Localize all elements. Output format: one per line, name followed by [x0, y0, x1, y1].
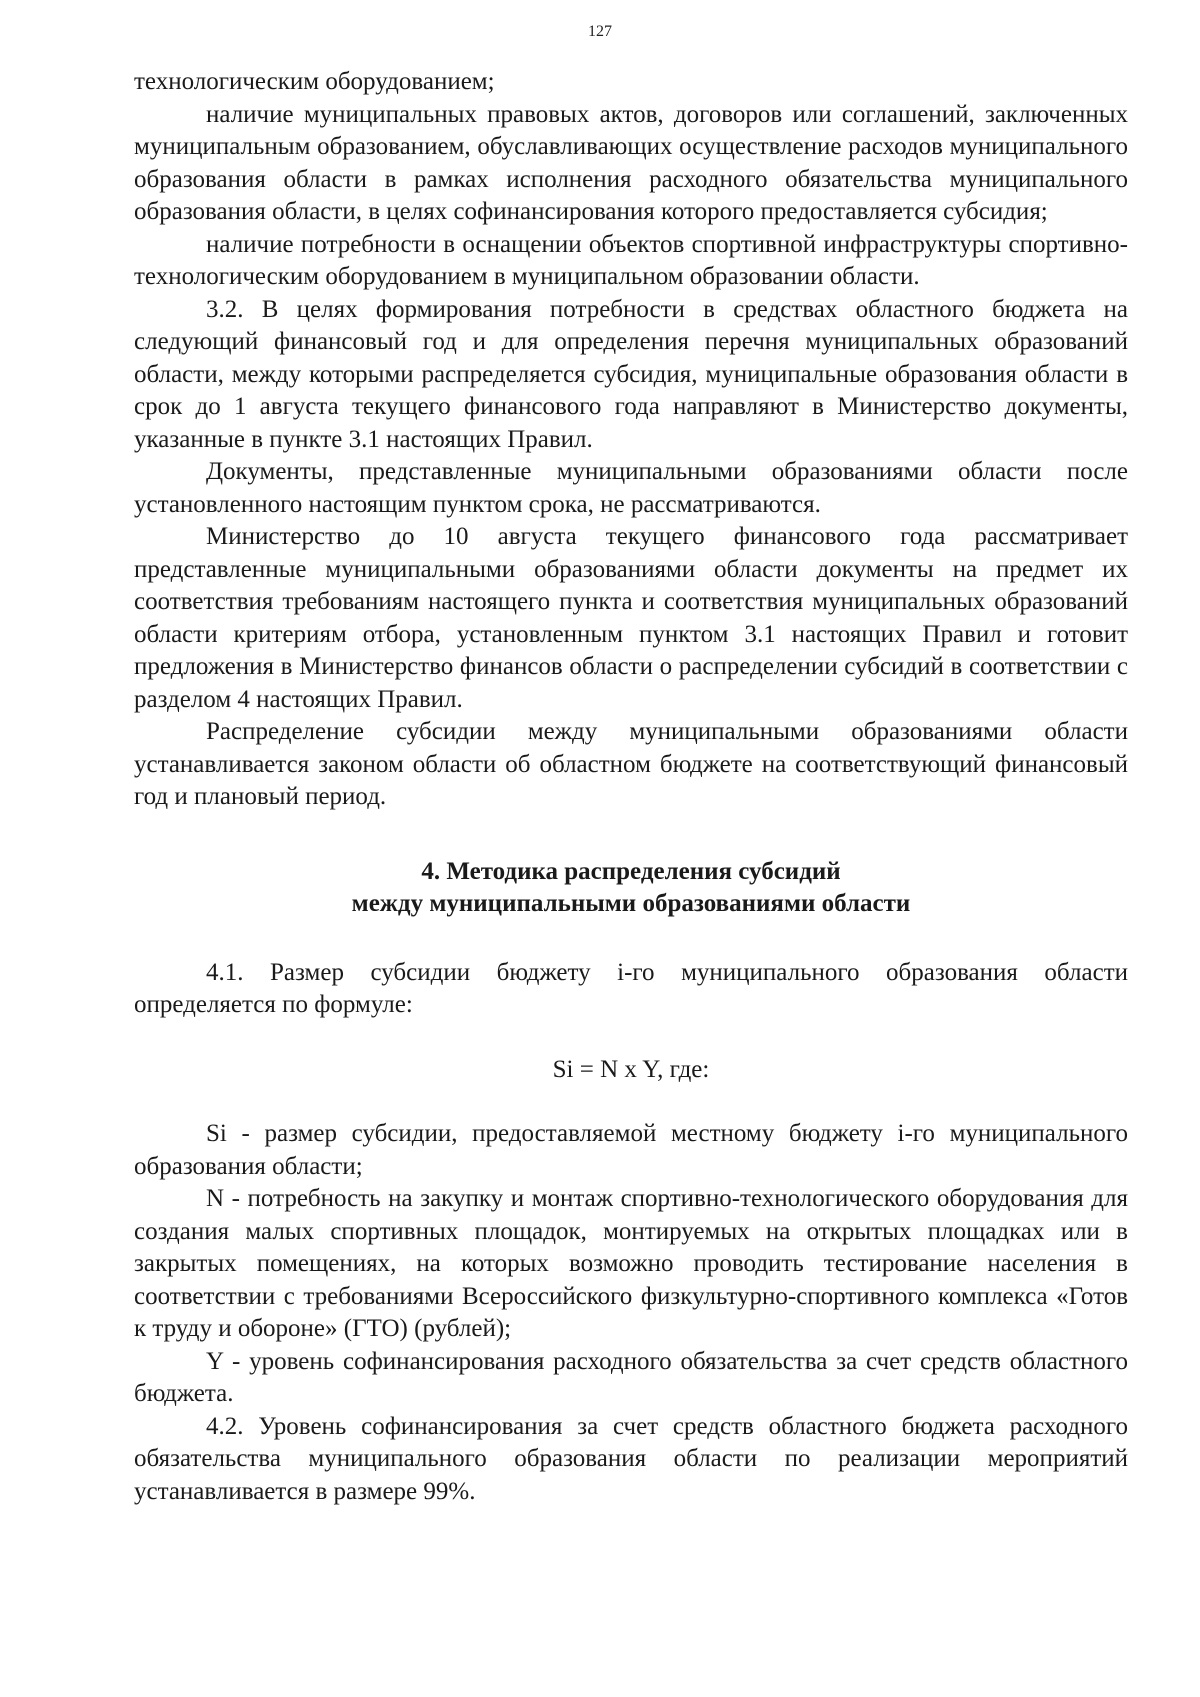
paragraph-clause-3-2: 3.2. В целях формирования потребности в средствах областного бюджета на следующий финансовый год и для определения перечня муниципальных образований области, между которыми распределяется субсидия, муниципальные образования области в срок до 1 августа текущего финансового года направляют в Министерство документы, указанные в пункте 3.1 настоящих Правил. [134, 295, 1128, 453]
paragraph: Министерство до 10 августа текущего финансового года рассматривает представленные муниципальными образованиями области документы на предмет их соответствия требованиям настоящего пункта и соответствия муниципальных образований области критериям отбора, установленным пунктом 3.1 настоящих Правил и готовит предложения в Министерство финансов области о распределении субсидий в соответствии с разделом 4 настоящих Правил. [134, 523, 1128, 713]
page-number: 127 [588, 23, 612, 40]
document-body [134, 66, 1128, 1508]
paragraph: Документы, представленные муниципальными образованиями области после установленного настоящим пунктом срока, не рассматриваются. [134, 458, 1128, 518]
formula: Si = N x Y, где: [552, 1055, 710, 1083]
paragraph: Распределение субсидии между муниципальными образованиями области устанавливается законом области об областном бюджете на соответствующий финансовый год и плановый период. [134, 718, 1128, 810]
definition-y: Y - уровень софинансирования расходного обязательства за счет средств областного бюджета. [134, 1347, 1128, 1407]
paragraph-clause-4-2: 4.2. Уровень софинансирования за счет средств областного бюджета расходного обязательства муниципального образования области по реализации мероприятий устанавливается в размере 99%. [134, 1412, 1128, 1505]
paragraph: наличие потребности в оснащении объектов спортивной инфраструктуры спортивно-технологическим оборудованием в муниципальном образовании области. [134, 230, 1128, 290]
paragraph: технологическим оборудованием; [134, 68, 495, 95]
definition-n: N - потребность на закупку и монтаж спортивно-технологического оборудования для создания малых спортивных площадок, монтируемых на открытых площадках или в закрытых помещениях, на которых возможно проводить тестирование населения в соответствии с требованиями Всероссийского физкультурно-спортивного комплекса «Готов к труду и обороне» (ГТО) (рублей); [134, 1185, 1128, 1342]
paragraph-clause-4-1: 4.1. Размер субсидии бюджету i-го муниципального образования области определяется по формуле: [134, 958, 1128, 1018]
paragraph: наличие муниципальных правовых актов, договоров или соглашений, заключенных муниципальным образованием, обуславливающих осуществление расходов муниципального образования области в рамках исполнения расходного обязательства муниципального образования области, в целях софинансирования которого предоставляется субсидия; [134, 100, 1128, 225]
definition-si: Si - размер субсидии, предоставляемой местному бюджету i-го муниципального образования области; [134, 1120, 1128, 1180]
section-heading [134, 856, 1128, 920]
section-heading-line: между муниципальными образованиями области [351, 889, 911, 917]
section-heading-line: 4. Методика распределения субсидий [421, 857, 841, 885]
